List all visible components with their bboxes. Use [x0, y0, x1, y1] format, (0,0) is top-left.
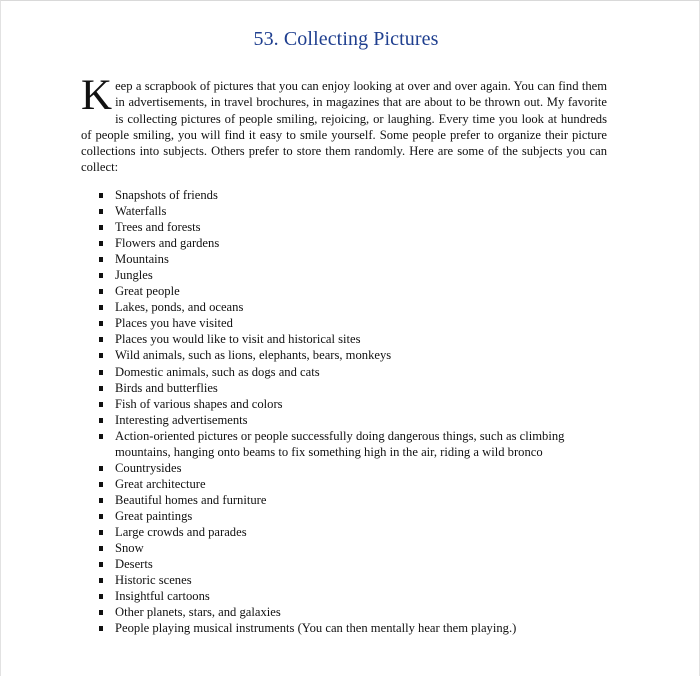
list-item-text: Snow [115, 541, 144, 556]
list-item [97, 347, 609, 363]
bullet-icon [99, 562, 103, 567]
list-item-text: Flowers and gardens [115, 236, 220, 251]
list-item [97, 315, 609, 331]
list-item-text: Fish of various shapes and colors [115, 396, 283, 411]
bullet-icon [99, 594, 103, 599]
bullet-icon [99, 337, 103, 342]
list-item [97, 460, 609, 476]
bullet-icon [99, 418, 103, 423]
list-item-text: Insightful cartoons [115, 589, 210, 604]
list-item-text: Great paintings [115, 508, 193, 523]
page-title: 53. Collecting Pictures [253, 28, 439, 50]
intro-paragraph [81, 72, 607, 176]
list-item [97, 620, 609, 636]
list-item [97, 299, 609, 315]
bullet-icon [99, 578, 103, 583]
list-item [97, 235, 609, 251]
list-item [97, 396, 609, 412]
bullet-icon [99, 466, 103, 471]
bullet-icon [99, 546, 103, 551]
list-item-text: Snapshots of friends [115, 188, 218, 202]
list-item [97, 187, 609, 203]
bullet-icon [99, 225, 103, 230]
bullet-icon [99, 370, 103, 375]
list-item [97, 428, 609, 460]
list-item-text: Waterfalls [115, 204, 167, 219]
list-item-text: Mountains [115, 252, 169, 267]
list-item [97, 364, 609, 380]
list-item [97, 251, 609, 267]
list-item [97, 588, 609, 604]
list-item-text: Action-oriented pictures or people successfully doing dangerous things, such as climbing mountains, hanging onto beams to fix something high in the air, riding a wild bronco [115, 428, 565, 459]
bullet-icon [99, 321, 103, 326]
list-item [97, 219, 609, 235]
list-item [97, 476, 609, 492]
list-item-text: Other planets, stars, and galaxies [115, 605, 281, 620]
list-item-text: Places you have visited [115, 316, 233, 331]
bullet-icon [99, 626, 103, 631]
list-item-text: Lakes, ponds, and oceans [115, 300, 244, 315]
list-item-text: Trees and forests [115, 220, 201, 235]
bullet-icon [99, 482, 103, 487]
list-item-text: Wild animals, such as lions, elephants, bears, monkeys [115, 348, 392, 363]
list-item [97, 556, 609, 572]
list-item [97, 331, 609, 347]
list-item-text: Places you would like to visit and historical sites [115, 332, 361, 347]
bullet-icon [99, 514, 103, 519]
list-item [97, 508, 609, 524]
list-item-text: Jungles [115, 268, 153, 283]
list-item-text: Beautiful homes and furniture [115, 492, 267, 507]
bullet-icon [99, 498, 103, 503]
list-item-text: Domestic animals, such as dogs and cats [115, 364, 320, 379]
list-item [97, 412, 609, 428]
list-item-text: Birds and butterflies [115, 380, 218, 395]
list-item-text: Historic scenes [115, 573, 192, 588]
bullet-icon [99, 386, 103, 391]
subjects-list [97, 187, 609, 636]
list-item-text: People playing musical instruments (You can then mentally hear them playing.) [115, 621, 517, 636]
list-item [97, 540, 609, 556]
list-item [97, 283, 609, 299]
list-item-text: Large crowds and parades [115, 524, 247, 539]
bullet-icon [99, 305, 103, 310]
list-item [97, 524, 609, 540]
list-item-text: Deserts [115, 557, 153, 572]
bullet-icon [99, 241, 103, 246]
bullet-icon [99, 530, 103, 535]
bullet-icon [99, 209, 103, 214]
list-item-text: Great people [115, 284, 180, 299]
bullet-icon [99, 289, 103, 294]
bullet-icon [99, 193, 103, 198]
list-item [97, 203, 609, 219]
list-item-text: Countrysides [115, 460, 182, 475]
list-item [97, 380, 609, 396]
bullet-icon [99, 434, 103, 439]
bullet-icon [99, 610, 103, 615]
list-item-text: Great architecture [115, 476, 206, 491]
list-item [97, 492, 609, 508]
drop-cap: K [81, 72, 113, 119]
bullet-icon [99, 402, 103, 407]
bullet-icon [99, 273, 103, 278]
bullet-icon [99, 353, 103, 358]
list-item [97, 604, 609, 620]
list-item [97, 572, 609, 588]
list-item-text: Interesting advertisements [115, 412, 248, 427]
intro-text: eep a scrapbook of pictures that you can enjoy looking at over and over again. You can find them in advertisements, in travel brochures, in magazines that are about to be thrown out. My favorite is collecting pictures of people smiling, rejoicing, or laughing. Every time you look at hundreds of people smiling, you will find it easy to smile yourself. Some people prefer to organize their picture collections into subjects. Others prefer to store them randomly. Here are some of the subjects you can collect: [81, 79, 607, 175]
list-item [97, 267, 609, 283]
bullet-icon [99, 257, 103, 262]
